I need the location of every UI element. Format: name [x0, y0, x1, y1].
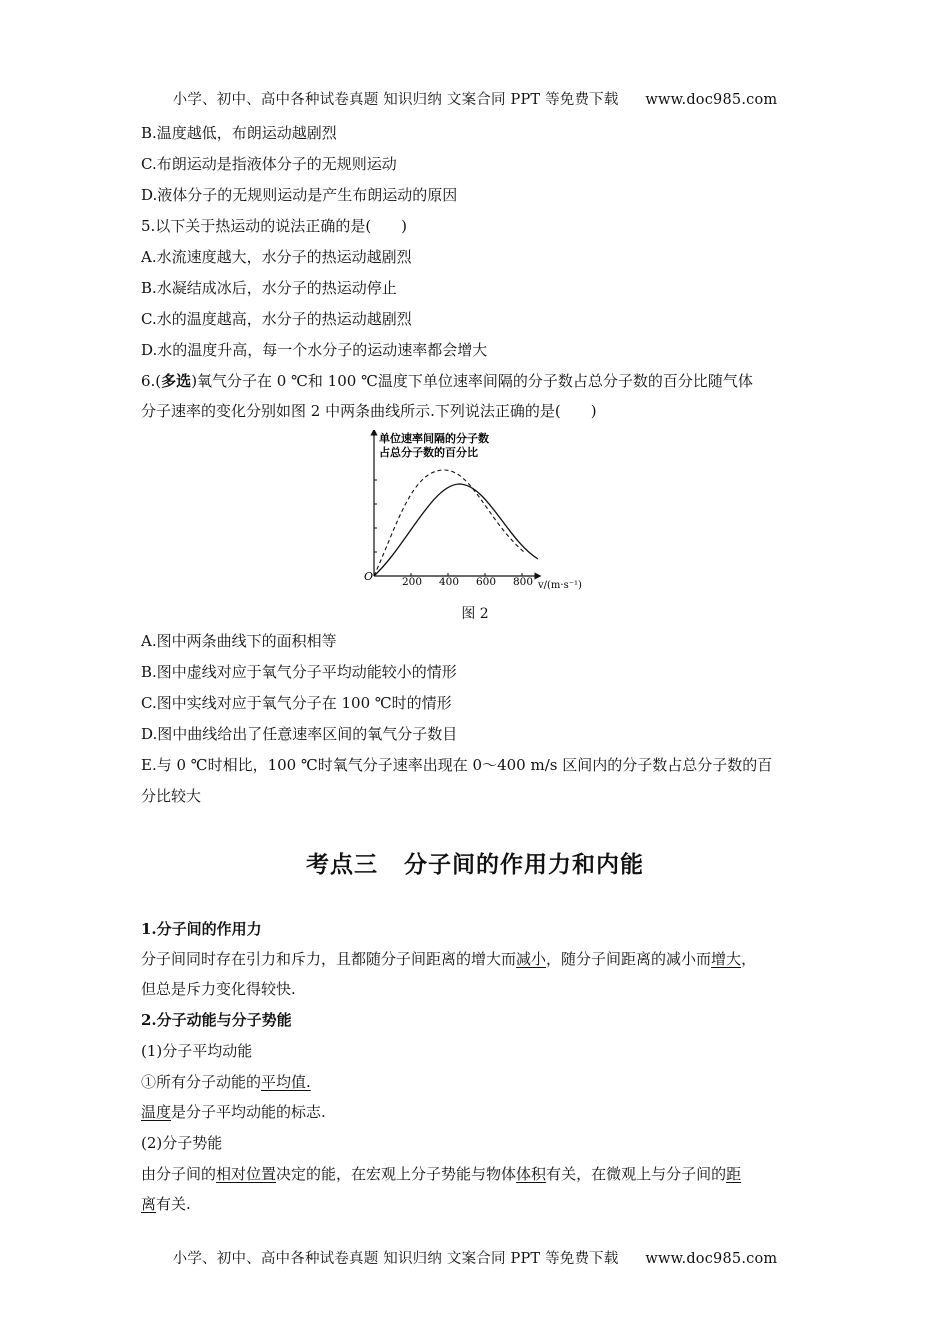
q4-option-c: C.布朗运动是指液体分子的无规则运动 — [141, 155, 397, 173]
q6-stem-text1: )氧气分子在 0 ℃和 100 ℃温度下单位速率间隔的分子数占总分子数的百分比随气体 — [191, 372, 753, 390]
x-tick-label: 200 — [402, 576, 423, 588]
p1-heading: 1.分子间的作用力 — [141, 920, 262, 938]
p2-sub2: (2)分子势能 — [141, 1134, 223, 1152]
q6-stem-line2: 分子速率的变化分别如图 2 中两条曲线所示.下列说法正确的是( ) — [141, 402, 597, 420]
q6-option-e-line2: 分比较大 — [141, 787, 202, 805]
figure-ylabel-1: 单位速率间隔的分子数 — [379, 432, 489, 445]
p2-item1-text: ①所有分子动能的 — [141, 1073, 262, 1091]
section-label: 考点三 — [306, 851, 378, 878]
p2-blank-distance-2: 离 — [141, 1195, 157, 1213]
q6-option-d: D.图中曲线给出了任意速率区间的氧气分子数目 — [141, 725, 458, 743]
p2-line1 — [141, 1163, 741, 1185]
figure-origin: O — [364, 570, 374, 583]
q5-option-a: A.水流速度越大，水分子的热运动越剧烈 — [141, 248, 412, 266]
p1-line1 — [141, 948, 756, 970]
q5-option-b: B.水凝结成冰后，水分子的热运动停止 — [141, 279, 397, 297]
speed-distribution-figure — [362, 430, 594, 592]
header-url[interactable]: www.doc985.com — [645, 92, 778, 108]
p1-text-b: ，随分子间距离的减小而 — [546, 950, 712, 968]
footer-url[interactable]: www.doc985.com — [645, 1251, 778, 1267]
q6-option-b: B.图中虚线对应于氧气分子平均动能较小的情形 — [141, 663, 457, 681]
q5-option-c: C.水的温度越高，水分子的热运动越剧烈 — [141, 310, 412, 328]
p2-item2-text: 是分子平均动能的标志. — [171, 1103, 326, 1121]
p2-blank-average: 平均值. — [261, 1073, 311, 1091]
p2-sub1: (1)分子平均动能 — [141, 1042, 253, 1060]
p2-text-d: 有关. — [156, 1195, 191, 1213]
curve-dashed-0c — [374, 470, 524, 576]
q5-option-d: D.水的温度升高，每一个水分子的运动速率都会增大 — [141, 341, 488, 359]
figure-caption: 图 2 — [461, 606, 489, 622]
p2-blank-position: 相对位置 — [216, 1165, 277, 1183]
curve-solid-100c — [374, 484, 538, 576]
p2-item2 — [141, 1101, 326, 1123]
page-header — [0, 88, 950, 109]
q4-option-d: D.液体分子的无规则运动是产生布朗运动的原因 — [141, 186, 458, 204]
p2-text-b: 决定的能，在宏观上分子势能与物体 — [276, 1165, 517, 1183]
q6-option-a: A.图中两条曲线下的面积相等 — [141, 632, 337, 650]
p2-heading: 2.分子动能与分子势能 — [141, 1011, 292, 1029]
p2-blank-distance-1: 距 — [726, 1165, 742, 1183]
q4-option-b: B.温度越低，布朗运动越剧烈 — [141, 124, 337, 142]
x-tick-label: 400 — [439, 576, 460, 588]
header-text: 小学、初中、高中各种试卷真题 知识归纳 文案合同 PPT 等免费下载 — [172, 92, 619, 108]
p1-blank-decrease: 减小 — [516, 950, 547, 968]
q6-multi-tag: 多选 — [161, 372, 192, 390]
q6-number: 6.( — [141, 372, 162, 390]
p2-blank-temperature: 温度 — [141, 1103, 172, 1121]
p1-text-a: 分子间同时存在引力和斥力，且都随分子间距离的增大而 — [141, 950, 517, 968]
q6-option-c: C.图中实线对应于氧气分子在 100 ℃时的情形 — [141, 694, 452, 712]
p1-line2: 但总是斥力变化得较快. — [141, 980, 296, 998]
q6-option-e-line1: E.与 0 ℃时相比，100 ℃时氧气分子速率出现在 0～400 m/s 区间内的分子数占总分子数的百 — [141, 756, 773, 774]
section-title — [0, 846, 950, 879]
section-name: 分子间的作用力和内能 — [404, 851, 644, 878]
figure-ylabel-2: 占总分子数的百分比 — [379, 446, 478, 459]
figure-xlabel: v/(m·s⁻¹) — [538, 580, 582, 591]
q6-stem-line1 — [141, 370, 753, 392]
q5-stem: 5.以下关于热运动的说法正确的是( ) — [141, 217, 408, 235]
p1-blank-increase: 增大 — [711, 950, 742, 968]
p2-text-a: 由分子间的 — [141, 1165, 217, 1183]
p2-blank-volume: 体积 — [516, 1165, 547, 1183]
figure-svg — [362, 430, 594, 592]
footer-text: 小学、初中、高中各种试卷真题 知识归纳 文案合同 PPT 等免费下载 — [172, 1251, 619, 1267]
p1-text-c: ， — [741, 950, 757, 968]
x-tick-label: 800 — [513, 576, 534, 588]
p2-text-c: 有关，在微观上与分子间的 — [546, 1165, 727, 1183]
p2-line2 — [141, 1193, 191, 1215]
page-footer — [0, 1247, 950, 1268]
x-tick-label: 600 — [476, 576, 497, 588]
p2-item1 — [141, 1071, 311, 1093]
